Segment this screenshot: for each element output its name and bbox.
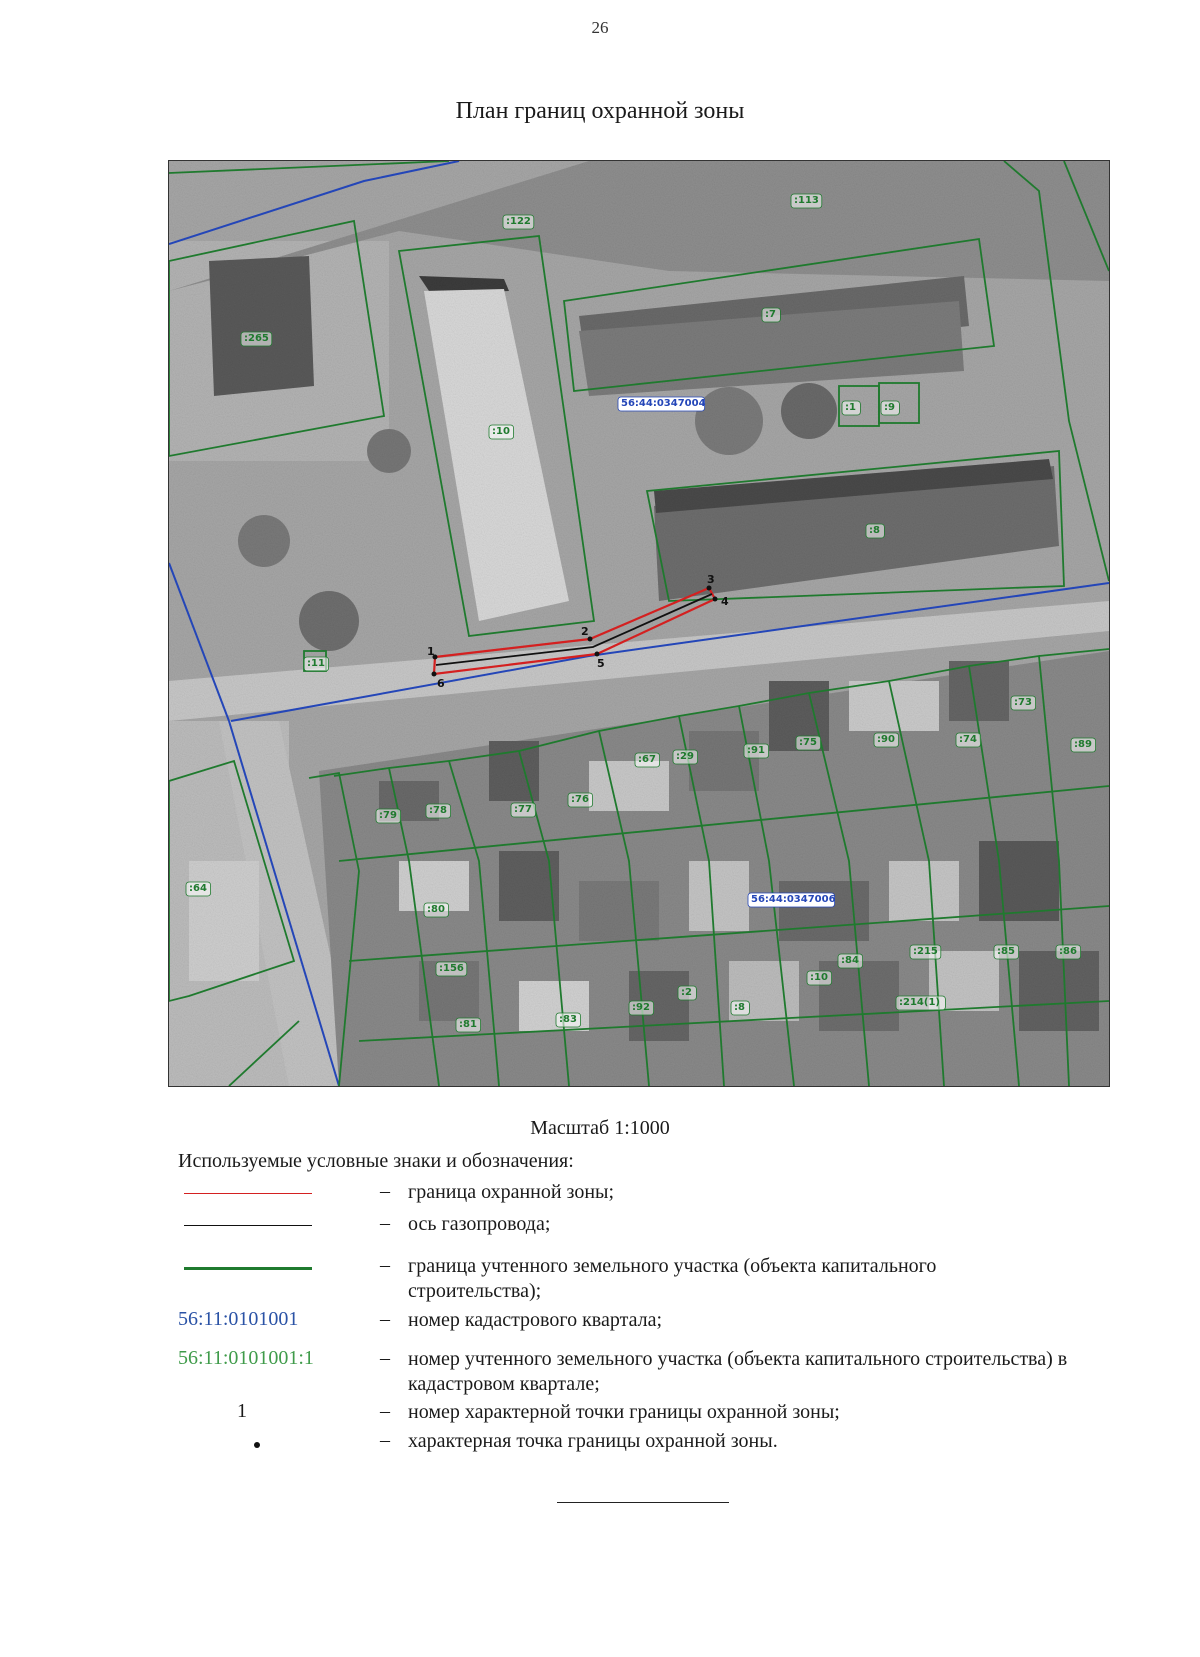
- svg-text::79: :79: [379, 810, 397, 821]
- legend-heading: Используемые условные знаки и обозначения:: [178, 1150, 574, 1172]
- parcel-label: [436, 962, 467, 976]
- parcel-label: [503, 215, 534, 229]
- legend-symbol-parcel-number: 56:11:0101001:1: [178, 1347, 314, 1369]
- parcel-label: [956, 733, 981, 747]
- parcel-label: [1011, 696, 1036, 710]
- svg-text::86: :86: [1059, 946, 1077, 957]
- parcel-label: [1071, 738, 1096, 752]
- parcel-label: [731, 1001, 749, 1015]
- characteristic-point-3: [707, 586, 712, 591]
- point-label: [437, 677, 445, 690]
- legend-text: граница охранной зоны;: [408, 1181, 615, 1203]
- svg-text::265: :265: [244, 333, 269, 344]
- parcel-label: [796, 736, 821, 750]
- characteristic-point-4: [713, 597, 718, 602]
- page-title: План границ охранной зоны: [455, 98, 745, 124]
- svg-text:4: 4: [721, 595, 729, 608]
- point-label: [597, 657, 605, 670]
- point-label: [427, 645, 435, 658]
- svg-text:56:44:0347006: 56:44:0347006: [751, 894, 836, 905]
- svg-text:5: 5: [597, 657, 605, 670]
- quarter-label: [748, 893, 836, 907]
- svg-text::9: :9: [884, 402, 895, 413]
- parcel-label: [304, 657, 329, 671]
- svg-text::73: :73: [1014, 697, 1032, 708]
- legend-dash: –: [380, 1212, 390, 1234]
- legend-text: номер учтенного земельного участка (объекта капитального строительства) в кадастровом квартале;: [408, 1348, 1068, 1395]
- parcel-label: [489, 425, 514, 439]
- svg-text::84: :84: [841, 955, 859, 966]
- svg-text::8: :8: [869, 525, 880, 536]
- legend-symbol-quarter-number: 56:11:0101001: [178, 1308, 299, 1330]
- legend-text: граница учтенного земельного участка (объекта капитального строительства);: [408, 1255, 937, 1302]
- svg-text::1: :1: [845, 402, 856, 413]
- svg-text:6: 6: [437, 677, 445, 690]
- svg-text::85: :85: [997, 946, 1015, 957]
- svg-text::214(1): :214(1): [899, 997, 940, 1008]
- svg-text::122: :122: [506, 216, 531, 227]
- legend-symbol-point-number: 1: [237, 1400, 247, 1422]
- svg-text::7: :7: [765, 309, 776, 320]
- svg-text:56:44:0347004: 56:44:0347004: [621, 398, 706, 409]
- characteristic-point-6: [432, 672, 437, 677]
- svg-text::215: :215: [913, 946, 938, 957]
- svg-text::89: :89: [1074, 739, 1092, 750]
- closing-rule: [557, 1502, 729, 1503]
- legend-text: характерная точка границы охранной зоны.: [408, 1430, 778, 1452]
- svg-text:2: 2: [581, 625, 589, 638]
- parcel-label: [568, 793, 593, 807]
- map-scale: Масштаб 1:1000: [530, 1117, 670, 1139]
- svg-text::83: :83: [559, 1014, 577, 1025]
- parcel-label: [807, 971, 832, 985]
- legend-dash: –: [380, 1347, 390, 1369]
- svg-text::76: :76: [571, 794, 589, 805]
- parcel-label: [186, 882, 211, 896]
- parcel-label: [376, 809, 401, 823]
- legend-symbol-point: [178, 1429, 323, 1461]
- legend-dash: –: [380, 1400, 390, 1422]
- legend-dash: –: [380, 1254, 390, 1276]
- aerial-photo: [169, 161, 1109, 1086]
- svg-text::77: :77: [514, 804, 532, 815]
- svg-text::92: :92: [632, 1002, 650, 1013]
- parcel-label: [791, 194, 822, 208]
- parcel-label: [556, 1013, 581, 1027]
- svg-text::90: :90: [877, 734, 895, 745]
- legend-text: номер кадастрового квартала;: [408, 1309, 663, 1331]
- characteristic-point-5: [595, 652, 600, 657]
- parcel-label: [874, 733, 899, 747]
- svg-text::29: :29: [676, 751, 694, 762]
- parcel-label: [426, 804, 451, 818]
- parcel-label: [896, 996, 945, 1010]
- svg-text::80: :80: [427, 904, 445, 915]
- legend-dash: –: [380, 1180, 390, 1202]
- parcel-label: [511, 803, 536, 817]
- svg-text::11: :11: [307, 658, 325, 669]
- parcel-label: [842, 401, 860, 415]
- parcel-label: [241, 332, 272, 346]
- legend-text: номер характерной точки границы охранной зоны;: [408, 1401, 840, 1423]
- svg-text::91: :91: [747, 745, 765, 756]
- quarter-label: [618, 397, 706, 411]
- legend-text: ось газопровода;: [408, 1213, 551, 1235]
- parcel-label: [866, 524, 884, 538]
- parcel-label: [994, 945, 1019, 959]
- legend-dash: –: [380, 1308, 390, 1330]
- parcel-label: [635, 753, 660, 767]
- parcel-label: [678, 986, 696, 1000]
- parcel-label: [1056, 945, 1081, 959]
- parcel-label: [456, 1018, 481, 1032]
- legend-dash: –: [380, 1429, 390, 1451]
- svg-text::10: :10: [492, 426, 510, 437]
- svg-text::64: :64: [189, 883, 207, 894]
- point-label: [581, 625, 589, 638]
- svg-text::113: :113: [794, 195, 819, 206]
- svg-text::10: :10: [810, 972, 828, 983]
- parcel-label: [424, 903, 449, 917]
- parcel-label: [881, 401, 899, 415]
- cadastral-map: [169, 161, 1109, 1086]
- parcel-label: [744, 744, 769, 758]
- map-frame: [168, 160, 1110, 1087]
- svg-text::78: :78: [429, 805, 447, 816]
- parcel-label: [838, 954, 863, 968]
- svg-text::81: :81: [459, 1019, 477, 1030]
- svg-text:3: 3: [707, 573, 715, 586]
- svg-text::156: :156: [439, 963, 464, 974]
- page-number: 26: [591, 18, 609, 37]
- point-label: [721, 595, 729, 608]
- parcel-label: [673, 750, 698, 764]
- svg-text::74: :74: [959, 734, 977, 745]
- svg-text:1: 1: [427, 645, 435, 658]
- parcel-label: [910, 945, 941, 959]
- svg-text::8: :8: [734, 1002, 745, 1013]
- parcel-label: [762, 308, 780, 322]
- svg-text::2: :2: [681, 987, 692, 998]
- parcel-label: [629, 1001, 654, 1015]
- svg-text::75: :75: [799, 737, 817, 748]
- svg-text::67: :67: [638, 754, 656, 765]
- point-label: [707, 573, 715, 586]
